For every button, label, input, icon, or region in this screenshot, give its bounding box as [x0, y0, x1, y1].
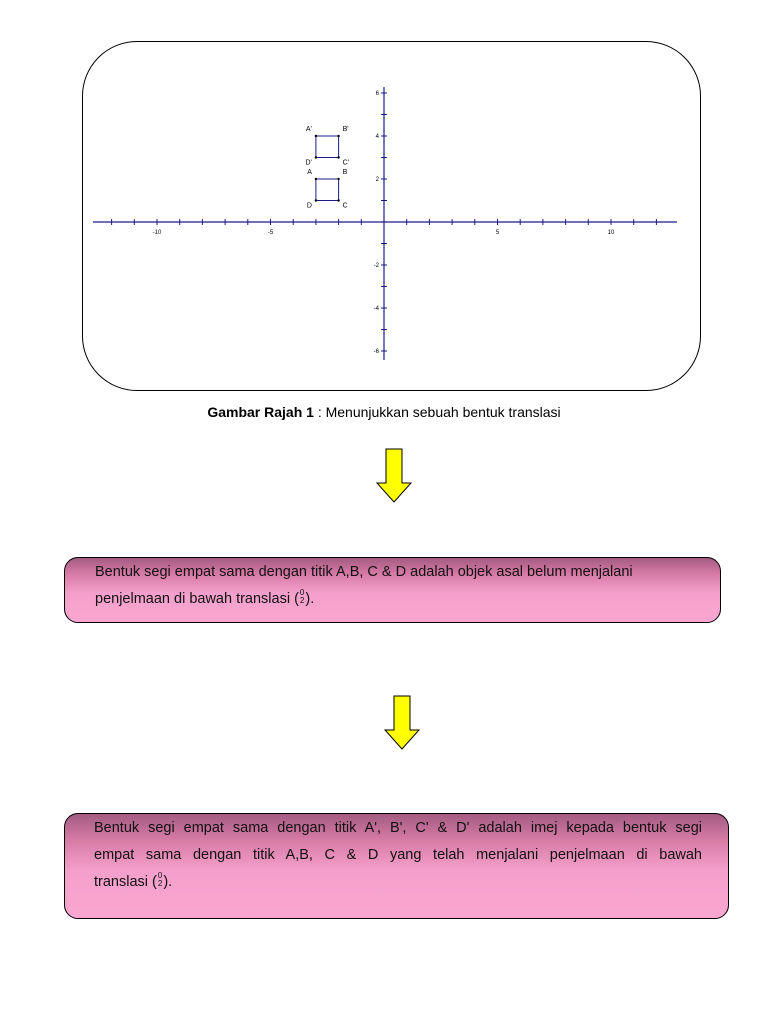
object-description-line1: Bentuk segi empat sama dengan titik A,B, C & D adalah objek asal belum menjalani — [95, 564, 633, 580]
caption-text: : Menunjukkan sebuah bentuk translasi — [313, 404, 561, 420]
object-point-d — [315, 199, 317, 201]
figure-frame — [82, 41, 701, 391]
image-description-prefix: translasi ( — [94, 874, 157, 890]
x-tick-label: -5 — [267, 230, 274, 236]
vector-top: 0 — [157, 871, 163, 881]
image-point-b — [337, 135, 339, 137]
object-label-b: B — [342, 169, 348, 176]
y-tick-label: -6 — [373, 349, 379, 355]
object-label-d: D — [306, 202, 312, 210]
image-point-d — [315, 156, 317, 158]
vector-bottom: 2 — [157, 879, 163, 889]
caption-title: Gambar Rajah 1 — [207, 404, 314, 420]
object-label-c: C — [342, 202, 348, 210]
y-tick-label: 6 — [375, 91, 379, 97]
y-tick-label: -4 — [373, 306, 379, 312]
vector-bottom: 2 — [299, 596, 305, 606]
object-square — [316, 179, 339, 201]
image-point-a — [315, 135, 317, 137]
x-tick-label: -10 — [152, 230, 162, 236]
image-description-line3 — [94, 869, 702, 896]
coordinate-plane — [83, 42, 702, 392]
figure-caption — [0, 404, 768, 420]
translation-vector — [158, 872, 162, 888]
y-tick-label: -2 — [373, 263, 379, 269]
translation-vector — [300, 589, 304, 605]
object-description-box — [64, 557, 721, 623]
image-square — [316, 136, 339, 158]
object-point-a — [315, 178, 317, 180]
down-arrow-icon — [375, 448, 413, 504]
image-point-c — [337, 156, 339, 158]
x-tick-label: 10 — [607, 230, 615, 236]
x-tick-label: 5 — [495, 230, 500, 236]
object-description-suffix: ). — [305, 591, 315, 607]
object-description-prefix: penjelmaan di bawah translasi ( — [95, 591, 299, 607]
vector-top: 0 — [299, 588, 305, 598]
image-description-box — [64, 813, 729, 919]
object-point-b — [337, 178, 339, 180]
object-description-line2 — [95, 586, 696, 613]
y-tick-label: 4 — [375, 134, 379, 140]
object-point-c — [337, 199, 339, 201]
image-description-suffix: ). — [163, 874, 173, 890]
image-label-d: D' — [305, 159, 312, 167]
y-tick-label: 2 — [375, 177, 379, 183]
image-label-b: B' — [342, 126, 349, 133]
down-arrow-icon — [383, 695, 421, 751]
image-description-line2: empat sama dengan titik A,B, C & D yang telah menjalani penjelmaan di bawah — [94, 847, 702, 863]
image-label-c: C' — [342, 159, 350, 167]
object-label-a: A — [307, 169, 312, 176]
image-description-line1: Bentuk segi empat sama dengan titik A', B', C' & D' adalah imej kepada bentuk segi — [94, 820, 702, 836]
image-label-a: A' — [305, 126, 312, 133]
